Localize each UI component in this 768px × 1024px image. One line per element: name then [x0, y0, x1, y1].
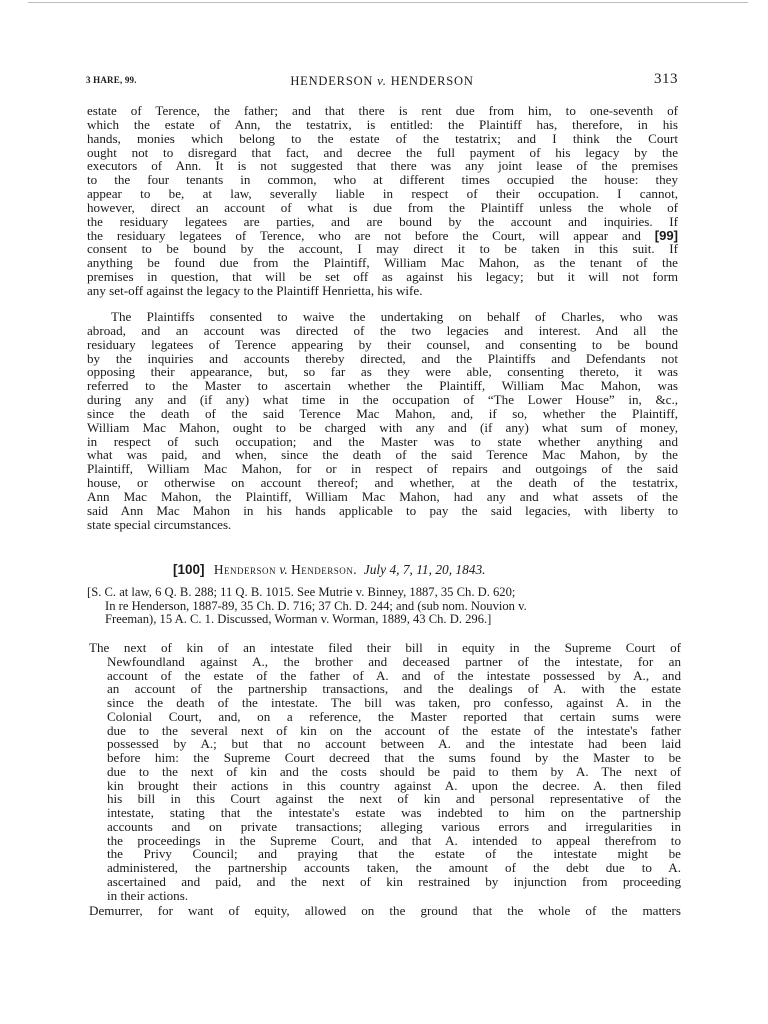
text-line: hands, monies which belong to the estate of the testatrix; and I think the Court — [87, 130, 678, 146]
text-line: ought not to disregard that fact, and decree the full payment of his legacy by the — [87, 144, 678, 160]
case-versus: v. — [279, 562, 288, 577]
headnote-line: possessed by A.; but that no account between A. and the intestate had been laid — [107, 736, 681, 752]
report-reference: 3 HARE, 99. — [86, 75, 137, 85]
case-party-2: Henderson. — [291, 562, 358, 577]
text-line: since the death of the said Terence Mac Mahon, and, if so, whether the Plaintiff, — [87, 405, 678, 421]
text-line: opposing their appearance, but, so far as they were able, consenting thereto, it was — [87, 364, 678, 380]
headnote-line: in their actions. — [107, 887, 189, 903]
headnote-line: the Privy Council; and praying that the estate of the intestate might be — [107, 846, 681, 862]
title-versus: v. — [377, 73, 387, 88]
text-line: said Ann Mac Mahon in his hands applicable to pay the said legacies, with liberty to — [87, 502, 678, 518]
text-line: The Plaintiffs consented to waive the undertaking on behalf of Charles, who was — [111, 309, 678, 324]
demurrer-line: Demurrer, for want of equity, allowed on the ground that the whole of the matters — [89, 903, 681, 918]
headnote-line: due to the next of kin and the costs should be paid to them by A. The next of — [107, 763, 681, 779]
citation-line: Freeman), 15 A. C. 1. Discussed, Worman v. Worman, 1889, 43 Ch. D. 296.] — [105, 612, 492, 627]
text-line: residuary legatees of Terence appearing by their counsel, and consenting to be bound — [87, 336, 678, 352]
text-line: during any and (if any) what time in the occupation of “The Lower House” in, &c., — [87, 392, 678, 408]
text-line: the residuary legatees of Terence, who are not before the Court, will appear and — [87, 227, 641, 243]
running-title — [86, 73, 678, 89]
text-line: state special circumstances. — [87, 516, 232, 532]
text-line: house, or otherwise on account thereof; and whether, at the death of the testatrix, — [87, 475, 678, 491]
text-line: however, direct an account of what is due from the Plaintiff unless the whole of — [87, 199, 678, 215]
headnote-line: Colonial Court, and, on a reference, the Master reported that certain sums were — [107, 708, 681, 724]
text-line: Ann Mac Mahon, the Plaintiff, William Mac Mahon, had any and what assets of the — [87, 488, 678, 504]
headnote-line: before him: the Supreme Court decreed that the sums found by the Master to be — [107, 750, 681, 765]
text-line: executors of Ann. It is not suggested that there was any joint lease of the premises — [87, 158, 678, 174]
headnote-line: his bill in this Court against the next of kin and personal representative of the — [107, 791, 681, 807]
headnote-line: since the death of the intestate. The bill was taken, pro confesso, against A. in the — [107, 695, 681, 710]
headnote-line: administered, the partnership accounts taken, the amount of the debt due to A. — [107, 860, 681, 875]
headnote — [89, 641, 681, 902]
text-line: William Mac Mahon, ought to be charged with any and (if any) what sum of money, — [87, 419, 678, 435]
case-heading — [173, 562, 653, 578]
case-dates: July 4, 7, 11, 20, 1843. — [363, 562, 486, 577]
title-party-left: HENDERSON — [290, 74, 374, 88]
order-paragraph — [87, 310, 678, 532]
text-line: to the four tenants in common, who at different times occupied the house: they — [87, 172, 678, 188]
text-line: in respect of such occupation; and the Master was to state whether anything and — [87, 433, 678, 449]
headnote-line: an account of the partnership transactions, and the dealings of A. with the estate — [107, 681, 681, 697]
case-citations — [87, 586, 678, 627]
citation-line: In re Henderson, 1887-89, 35 Ch. D. 716; 37 Ch. D. 244; and (sub nom. Nouvion v. — [105, 598, 527, 613]
text-line: referred to the Master to ascertain whether the Plaintiff, William Mac Mahon, was — [87, 378, 678, 394]
citation-line: [S. C. at law, 6 Q. B. 288; 11 Q. B. 1015. See Mutrie v. Binney, 1887, 35 Ch. D. 620; — [87, 585, 516, 599]
headnote-line: accounts and on private transactions; alleging various errors and irregularities in — [107, 818, 681, 834]
top-rule — [28, 2, 748, 3]
headnote-line: the proceedings in the Supreme Court, and that A. intended to appeal therefrom to — [107, 832, 681, 848]
running-header — [86, 72, 678, 88]
headnote-line: due to the several next of kin on the account of the estate of the intestate's father — [107, 722, 681, 738]
text-line: estate of Terence, the father; and that there is rent due from him, to one-seventh of — [87, 103, 678, 118]
text-line: what was paid, and when, since the death of the said Terence Mac Mahon, by the — [87, 447, 678, 463]
title-party-right: HENDERSON — [390, 74, 474, 88]
headnote-line: kin brought their actions in this country against A. upon the decree. A. then filed — [107, 777, 681, 793]
text-line: which the estate of Ann, the testatrix, is entitled: the Plaintiff has, therefore, in his — [87, 116, 678, 132]
text-line-with-marker — [87, 229, 678, 243]
page-marker-99: [99] — [654, 227, 679, 243]
headnote-line: intestate, stating that the intestate's estate was indebted to him on the partnership — [107, 805, 681, 820]
text-line: by the inquiries and accounts thereby directed, and the Plaintiffs and Defendants not — [87, 350, 678, 366]
text-line: anything be found due from the Plaintiff, William Mac Mahon, as the tenant of the — [87, 255, 678, 271]
text-line: the residuary legatees are parties, and are bound by the account and inquiries. If — [87, 213, 678, 229]
text-line: any set-off against the legacy to the Plaintiff Henrietta, his wife. — [87, 282, 423, 298]
headnote-line: ascertained and paid, and the next of kin restrained by injunction from proceeding — [107, 873, 681, 889]
page-marker-100: [100] — [173, 562, 205, 577]
text-line: consent to be bound by the account, I may direct it to be taken in this suit. If — [87, 241, 678, 257]
headnote-line: Newfoundland against A., the brother and deceased partner of the intestate, for an — [107, 653, 681, 669]
text-line: appear to be, at law, severally liable in respect of their occupation. I cannot, — [87, 186, 678, 202]
headnote-line: account of the estate of the father of A. and of the intestate possessed by A., and — [107, 667, 681, 683]
case-party-1: Henderson — [213, 562, 277, 577]
text-line: Plaintiff, William Mac Mahon, for or in respect of repairs and outgoings of the said — [87, 461, 678, 477]
judgment-paragraph — [87, 104, 678, 298]
text-line: abroad, and an account was directed of the two legacies and interest. And all the — [87, 322, 678, 338]
page-number: 313 — [654, 71, 678, 87]
headnote-line: The next of kin of an intestate filed their bill in equity in the Supreme Court of — [89, 640, 681, 655]
text-line: premises in question, that will be set off as against his legacy; but it will not form — [87, 269, 678, 285]
